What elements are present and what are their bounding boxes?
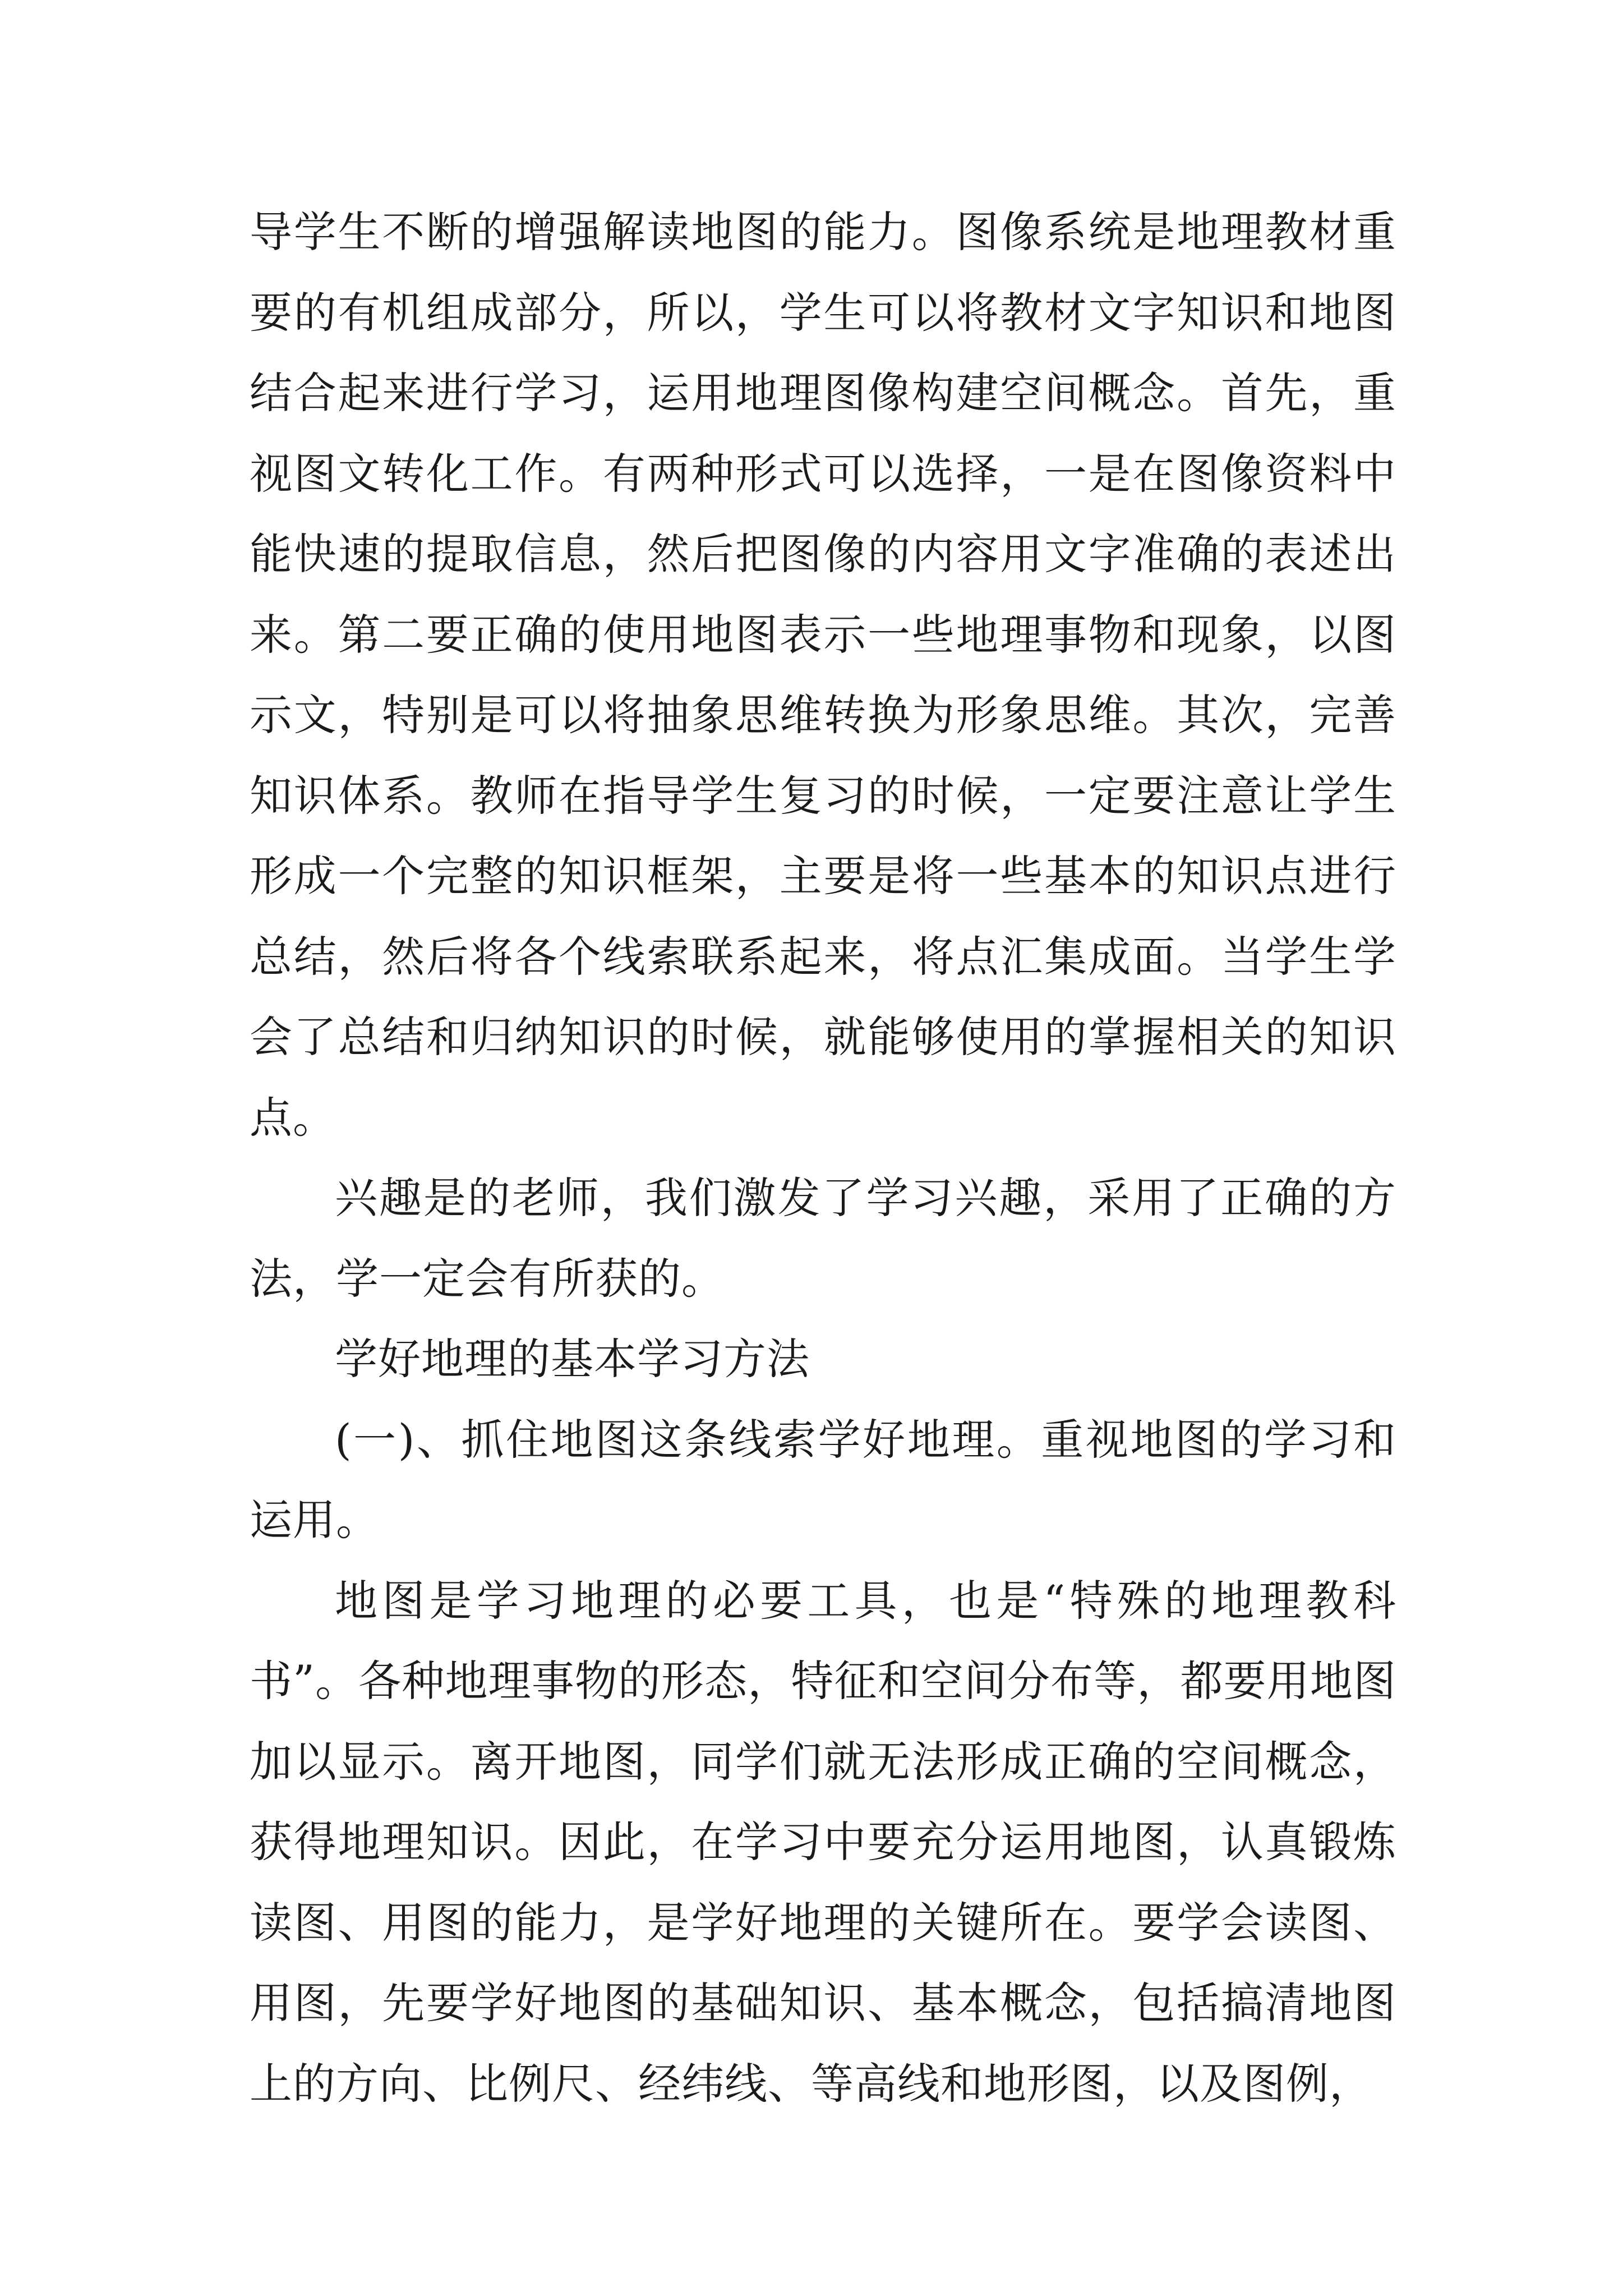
subheading-map-clue: (一)、抓住地图这条线索学好地理。重视地图的学习和运用。: [250, 1414, 1396, 1545]
paragraph-interest-teacher: 兴趣是的老师，我们激发了学习兴趣，采用了正确的方法，学一定会有所获的。: [250, 1173, 1396, 1304]
paragraph-map-as-tool: 地图是学习地理的必要工具，也是“特殊的地理教科书”。各种地理事物的形态，特征和空间分布等，都要用地图加以显示。离开地图，同学们就无法形成正确的空间概念，获得地理知识。因此，在学习中要充分运用地图，认真锻炼读图、用图的能力，是学好地理的关键所在。要学会读图、用图，先要学好地图的基础知识、基本概念，包括搞清地图上的方向、比例尺、经纬线、等高线和地形图，以及图例，: [250, 1575, 1396, 2109]
section-heading-study-methods: 学好地理的基本学习方法: [335, 1334, 810, 1384]
body-text: [250, 192, 1396, 2124]
paragraph-map-reading-skills: 导学生不断的增强解读地图的能力。图像系统是地理教材重要的有机组成部分，所以，学生可以将教材文字知识和地图结合起来进行学习，运用地理图像构建空间概念。首先，重视图文转化工作。有两种形式可以选择，一是在图像资料中能快速的提取信息，然后把图像的内容用文字准确的表述出来。第二要正确的使用地图表示一些地理事物和现象，以图示文，特别是可以将抽象思维转换为形象思维。其次，完善知识体系。教师在指导学生复习的时候，一定要注意让学生形成一个完整的知识框架，主要是将一些基本的知识点进行总结，然后将各个线索联系起来，将点汇集成面。当学生学会了总结和归纳知识的时候，就能够使用的掌握相关的知识点。: [250, 207, 1396, 1143]
